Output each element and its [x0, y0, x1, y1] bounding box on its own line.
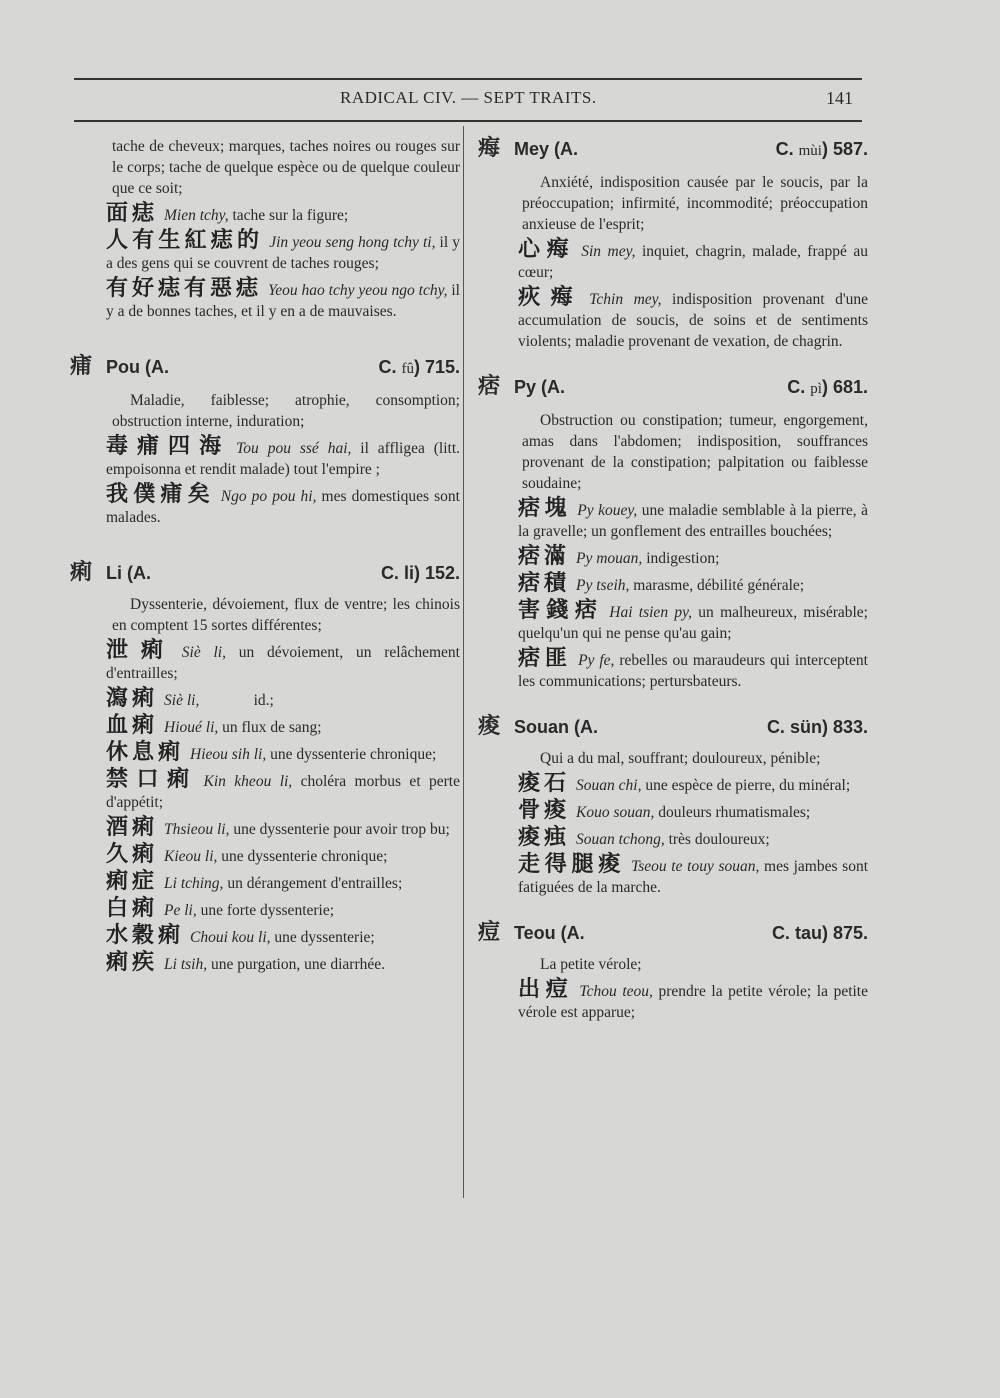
- example-hanzi: 我僕痡矣: [106, 482, 215, 507]
- example-hanzi: 休息痢: [106, 740, 185, 765]
- example: [106, 484, 460, 528]
- page-number: 141: [826, 88, 853, 108]
- example-gloss: une forte dyssenterie;: [196, 902, 335, 919]
- entry-headword: [70, 356, 460, 380]
- example-gloss: un malheureux, misérable; quelqu'un qui ne pense qu'au gain;: [518, 604, 868, 642]
- continuation-text: tache de cheveux; marques, taches noires ou rouges sur le corps; tache de quelque espèce ou de quelque couleur que ce soit;: [112, 138, 460, 197]
- entry-py: [478, 376, 868, 692]
- example-hanzi: 出痘: [518, 977, 574, 1002]
- example-romanization: Yeou hao tchy yeou ngo tchy,: [268, 282, 448, 299]
- example-hanzi: 久痢: [106, 842, 159, 867]
- head-romanization: Pou (A.: [106, 357, 169, 377]
- example-gloss: id.;: [199, 692, 274, 709]
- example-romanization: Py mouan,: [576, 550, 643, 567]
- cant-prefix: C.: [771, 923, 790, 943]
- cant-prefix: C.: [378, 357, 397, 377]
- entry-headword: [478, 716, 868, 738]
- cant-number: ) 587.: [821, 139, 868, 159]
- example-hanzi: 疢痗: [518, 285, 584, 310]
- example-romanization: Li tching,: [164, 875, 224, 892]
- example-romanization: Kin kheou li,: [203, 773, 293, 790]
- example-gloss: il y a de bonnes taches, et il y en a de mauvaises.: [106, 282, 460, 320]
- example-gloss: choléra morbus et perte d'appétit;: [106, 773, 460, 811]
- example: [106, 715, 460, 738]
- head-hanzi: 痡: [70, 354, 93, 379]
- entry-definition: Dyssenterie, dévoiement, flux de ventre; les chinois en comptent 15 sortes différentes;: [112, 596, 460, 634]
- example-gloss: indisposition provenant d'une accumulation de soucis, de soins et de sentiments violents; maladie provenant de vexation, de chagrin.: [518, 291, 868, 350]
- cant-sound: li): [403, 563, 420, 583]
- example: [518, 573, 868, 596]
- example: [518, 979, 868, 1023]
- entry-headword: [70, 562, 460, 584]
- entry-headword: [478, 922, 868, 944]
- head-romanization: Py (A.: [514, 377, 566, 397]
- column-divider: [463, 126, 464, 1198]
- example-hanzi: 瀉痢: [106, 686, 159, 711]
- example-hanzi: 走得腿痠: [518, 852, 626, 877]
- example-romanization: Hai tsien py,: [609, 604, 693, 621]
- entry-headword: [478, 376, 868, 400]
- example-romanization: Souan tchong,: [576, 831, 665, 848]
- example-romanization: Tchin mey,: [589, 291, 662, 308]
- example-romanization: Pe li,: [164, 902, 197, 919]
- example: [518, 498, 868, 542]
- entry-definition: Anxiété, indisposition causée par le soucis, par la préoccupation; infirmité, incommodité; préoccupation anxieuse de l'esprit;: [522, 174, 868, 233]
- example-hanzi: 有好痣有惡痣: [106, 276, 263, 301]
- example-romanization: Hioué li,: [164, 719, 219, 736]
- example-gloss: marasme, débilité générale;: [629, 577, 805, 594]
- example-hanzi: 面痣: [106, 201, 159, 226]
- cantonese-reading: [767, 717, 868, 738]
- head-romanization: Mey (A.: [514, 139, 579, 159]
- example-gloss: très douloureux;: [664, 831, 770, 848]
- head-romanization: Souan (A.: [514, 717, 598, 737]
- example-hanzi: 血痢: [106, 713, 159, 738]
- head-hanzi: 痘: [478, 920, 501, 945]
- example-hanzi: 禁口痢: [106, 767, 198, 792]
- example-hanzi: 痢疾: [106, 950, 159, 975]
- example: [518, 648, 868, 692]
- example-romanization: Py fe,: [578, 652, 615, 669]
- example-romanization: Ngo po pou hi,: [220, 488, 317, 505]
- example-hanzi: 骨痠: [518, 798, 571, 823]
- example-gloss: un dévoiement, un relâchement d'entrailles;: [106, 644, 460, 682]
- example-gloss: indigestion;: [642, 550, 720, 567]
- example: [518, 239, 868, 283]
- entry-headword: [478, 138, 868, 162]
- example-gloss: douleurs rhumatismales;: [654, 804, 811, 821]
- right-column: [478, 138, 868, 1023]
- cant-prefix: C.: [766, 717, 785, 737]
- head-romanization: Li (A.: [106, 563, 151, 583]
- example: [518, 773, 868, 796]
- entry-souan: [478, 716, 868, 898]
- example: [106, 436, 460, 480]
- example: [106, 742, 460, 765]
- example-hanzi: 痞匪: [518, 646, 573, 671]
- header-rule-bottom: [74, 120, 862, 122]
- cant-number: 875.: [827, 923, 868, 943]
- example-gloss: inquiet, chagrin, malade, frappé au cœur;: [518, 243, 868, 281]
- example: [106, 688, 460, 711]
- entry-definition: Maladie, faiblesse; atrophie, consomption; obstruction interne, induration;: [112, 392, 460, 430]
- example-romanization: Py kouey,: [577, 502, 638, 519]
- cant-sound: tau): [794, 923, 828, 943]
- entry-pou: [70, 356, 460, 528]
- example: [518, 854, 868, 898]
- example-hanzi: 痞滿: [518, 544, 571, 569]
- example: [106, 844, 460, 867]
- cant-number: 152.: [419, 563, 460, 583]
- example-gloss: une dyssenterie pour avoir trop bu;: [229, 821, 450, 838]
- entry-mey: [478, 138, 868, 352]
- example-hanzi: 泄痢: [106, 638, 176, 663]
- example: [106, 278, 460, 322]
- head-romanization: Teou (A.: [514, 923, 585, 943]
- example: [106, 817, 460, 840]
- example-romanization: Tou pou ssé hai,: [236, 440, 352, 457]
- example-hanzi: 痞塊: [518, 496, 572, 521]
- example-gloss: mes domestiques sont malades.: [106, 488, 460, 526]
- cant-sound: sün): [789, 717, 828, 737]
- example: [106, 640, 460, 684]
- example-hanzi: 毒痡四海: [106, 434, 231, 459]
- example: [518, 546, 868, 569]
- head-hanzi: 痢: [70, 560, 93, 585]
- example: [106, 898, 460, 921]
- example-romanization: Kouo souan,: [576, 804, 655, 821]
- example-romanization: Thsieou li,: [164, 821, 230, 838]
- example-romanization: Li tsih,: [164, 956, 208, 973]
- example-romanization: Siè li,: [181, 644, 226, 661]
- example-gloss: une espèce de pierre, du minéral;: [641, 777, 851, 794]
- example-hanzi: 水穀痢: [106, 923, 185, 948]
- example-romanization: Souan chi,: [576, 777, 642, 794]
- cant-prefix: C.: [787, 377, 806, 397]
- example-gloss: un dérangement d'entrailles;: [223, 875, 403, 892]
- example: [106, 203, 460, 226]
- cant-prefix: C.: [380, 563, 399, 583]
- example-hanzi: 痢症: [106, 869, 159, 894]
- example-romanization: Hieou sih li,: [190, 746, 267, 763]
- example-gloss: rebelles ou maraudeurs qui interceptent les communications; pertursbateurs.: [518, 652, 868, 690]
- example-romanization: Py tseih,: [576, 577, 630, 594]
- example: [518, 827, 868, 850]
- example-gloss: prendre la petite vérole; la petite vérole est apparue;: [518, 983, 868, 1021]
- example-gloss: une maladie semblable à la pierre, à la gravelle; un gonflement des entrailles bouchées;: [518, 502, 868, 540]
- example-hanzi: 痠石: [518, 771, 571, 796]
- cantonese-reading: [776, 139, 868, 162]
- example-romanization: Kieou li,: [164, 848, 218, 865]
- example: [106, 925, 460, 948]
- example-hanzi: 心痗: [518, 237, 576, 262]
- example-hanzi: 痠痋: [518, 825, 571, 850]
- example-gloss: un flux de sang;: [218, 719, 322, 736]
- example-gloss: il affligea (litt. empoisonna et rendit malade) tout l'empire ;: [106, 440, 461, 478]
- cant-sound: pì: [810, 381, 822, 397]
- example-gloss: il y a des gens qui se couvrent de taches rouges;: [106, 234, 460, 272]
- cant-sound: mùi: [798, 143, 822, 159]
- example-gloss: une dyssenterie;: [270, 929, 375, 946]
- example-gloss: une dyssenterie chronique;: [217, 848, 388, 865]
- example: [518, 600, 868, 644]
- example-hanzi: 痞積: [518, 571, 571, 596]
- example-hanzi: 人有生紅痣的: [106, 228, 264, 253]
- example: [106, 871, 460, 894]
- example: [106, 769, 460, 813]
- example-hanzi: 白痢: [106, 896, 159, 921]
- running-head: RADICAL CIV. — SEPT TRAITS.: [340, 88, 597, 107]
- example: [106, 952, 460, 975]
- entry-teou: [478, 922, 868, 1023]
- entry-definition: Obstruction ou constipation; tumeur, engorgement, amas dans l'abdomen; indisposition, souffrances provenant de la constipation; palpitation ou faiblesse soudaine;: [522, 412, 868, 492]
- example: [518, 287, 868, 352]
- example-romanization: Tchou teou,: [579, 983, 653, 1000]
- cant-number: ) 715.: [413, 357, 460, 377]
- example-gloss: tache sur la figure;: [228, 207, 349, 224]
- example-hanzi: 害錢痞: [518, 598, 604, 623]
- example-hanzi: 酒痢: [106, 815, 159, 840]
- example-romanization: Choui kou li,: [190, 929, 271, 946]
- example-romanization: Siè li,: [164, 692, 200, 709]
- left-column: [70, 136, 460, 975]
- example-romanization: Mien tchy,: [164, 207, 229, 224]
- example-romanization: Jin yeou seng hong tchy ti,: [269, 234, 436, 251]
- cant-number: 833.: [827, 717, 868, 737]
- cantonese-reading: [772, 923, 868, 944]
- example-gloss: une purgation, une diarrhée.: [207, 956, 385, 973]
- example-gloss: une dyssenterie chronique;: [266, 746, 437, 763]
- head-hanzi: 痞: [478, 374, 501, 399]
- example: [106, 230, 460, 274]
- entry-li: [70, 562, 460, 975]
- example-romanization: Tseou te touy souan,: [631, 858, 760, 875]
- cantonese-reading: [787, 377, 868, 400]
- cant-prefix: C.: [775, 139, 794, 159]
- entry-definition: Qui a du mal, souffrant; douloureux, pénible;: [540, 750, 821, 767]
- cantonese-reading: [378, 357, 460, 380]
- cant-sound: fû: [401, 361, 414, 377]
- head-hanzi: 痗: [478, 136, 501, 161]
- head-hanzi: 痠: [478, 714, 501, 739]
- example: [518, 800, 868, 823]
- header-rule-top: [74, 78, 862, 80]
- cant-number: ) 681.: [821, 377, 868, 397]
- example-gloss: mes jambes sont fatiguées de la marche.: [518, 858, 868, 896]
- example-romanization: Sin mey,: [581, 243, 636, 260]
- entry-definition: La petite vérole;: [540, 956, 642, 973]
- cantonese-reading: [381, 563, 460, 584]
